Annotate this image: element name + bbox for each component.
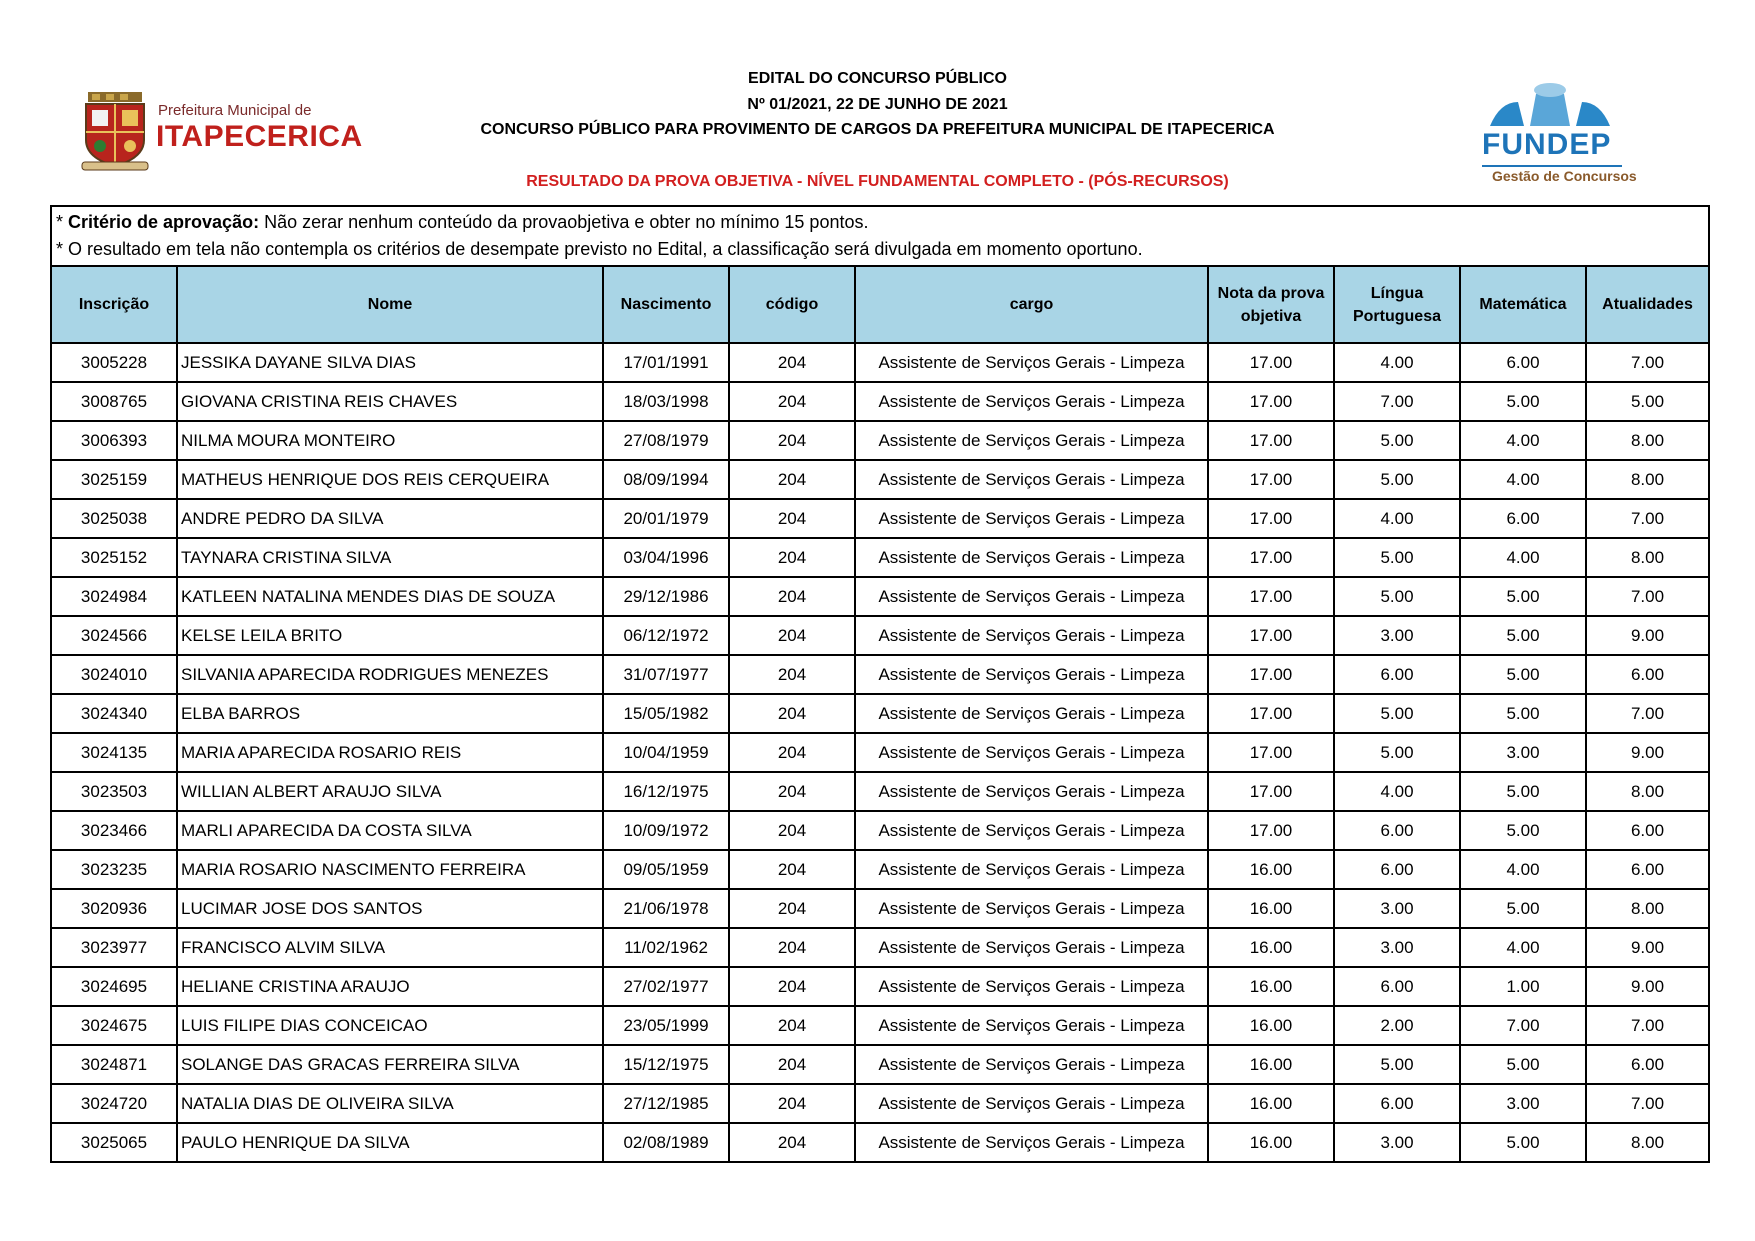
cell-matematica: 5.00	[1460, 772, 1586, 811]
cell-matematica: 5.00	[1460, 811, 1586, 850]
cell-nome: WILLIAN ALBERT ARAUJO SILVA	[177, 772, 603, 811]
cell-inscricao: 3025159	[52, 460, 177, 499]
cell-atualidades: 7.00	[1586, 1006, 1708, 1045]
cell-matematica: 5.00	[1460, 1045, 1586, 1084]
cell-inscricao: 3025152	[52, 538, 177, 577]
cell-codigo: 204	[729, 967, 855, 1006]
cell-nascimento: 09/05/1959	[603, 850, 729, 889]
column-header: Língua Portuguesa	[1334, 267, 1460, 343]
logo-line-prefeitura: Prefeitura Municipal de	[158, 102, 312, 119]
cell-lingua-portuguesa: 5.00	[1334, 577, 1460, 616]
cell-codigo: 204	[729, 850, 855, 889]
cell-lingua-portuguesa: 6.00	[1334, 967, 1460, 1006]
table-row	[52, 538, 1708, 577]
column-header: Nome	[177, 267, 603, 343]
cell-nome: ANDRE PEDRO DA SILVA	[177, 499, 603, 538]
cell-matematica: 4.00	[1460, 460, 1586, 499]
table-row	[52, 1006, 1708, 1045]
cell-nota: 17.00	[1208, 772, 1334, 811]
cell-atualidades: 8.00	[1586, 421, 1708, 460]
results-table	[52, 267, 1708, 1161]
table-row	[52, 811, 1708, 850]
table-row	[52, 928, 1708, 967]
logo-line-itapecerica: ITAPECERICA	[156, 120, 363, 153]
cell-atualidades: 5.00	[1586, 382, 1708, 421]
criteria-asterisk: *	[56, 212, 69, 232]
column-header: Atualidades	[1586, 267, 1708, 343]
column-header: Inscrição	[52, 267, 177, 343]
cell-lingua-portuguesa: 7.00	[1334, 382, 1460, 421]
cell-inscricao: 3024720	[52, 1084, 177, 1123]
cell-cargo: Assistente de Serviços Gerais - Limpeza	[855, 460, 1208, 499]
cell-codigo: 204	[729, 772, 855, 811]
cell-codigo: 204	[729, 928, 855, 967]
column-header: Matemática	[1460, 267, 1586, 343]
table-row	[52, 421, 1708, 460]
cell-nascimento: 17/01/1991	[603, 343, 729, 382]
cell-nota: 16.00	[1208, 967, 1334, 1006]
cell-nota: 17.00	[1208, 343, 1334, 382]
cell-inscricao: 3024871	[52, 1045, 177, 1084]
cell-inscricao: 3024675	[52, 1006, 177, 1045]
cell-nome: LUCIMAR JOSE DOS SANTOS	[177, 889, 603, 928]
cell-nascimento: 20/01/1979	[603, 499, 729, 538]
cell-nascimento: 27/02/1977	[603, 967, 729, 1006]
cell-codigo: 204	[729, 538, 855, 577]
cell-inscricao: 3005228	[52, 343, 177, 382]
table-row	[52, 967, 1708, 1006]
table-row	[52, 343, 1708, 382]
cell-nascimento: 27/08/1979	[603, 421, 729, 460]
cell-nascimento: 15/12/1975	[603, 1045, 729, 1084]
cell-cargo: Assistente de Serviços Gerais - Limpeza	[855, 499, 1208, 538]
cell-lingua-portuguesa: 4.00	[1334, 343, 1460, 382]
cell-nota: 16.00	[1208, 1045, 1334, 1084]
cell-codigo: 204	[729, 343, 855, 382]
cell-matematica: 4.00	[1460, 538, 1586, 577]
cell-nome: NILMA MOURA MONTEIRO	[177, 421, 603, 460]
table-row	[52, 889, 1708, 928]
cell-nascimento: 03/04/1996	[603, 538, 729, 577]
cell-codigo: 204	[729, 577, 855, 616]
table-row	[52, 499, 1708, 538]
cell-nota: 16.00	[1208, 889, 1334, 928]
cell-inscricao: 3024566	[52, 616, 177, 655]
table-row	[52, 382, 1708, 421]
cell-cargo: Assistente de Serviços Gerais - Limpeza	[855, 655, 1208, 694]
cell-matematica: 3.00	[1460, 1084, 1586, 1123]
cell-nascimento: 08/09/1994	[603, 460, 729, 499]
cell-inscricao: 3024984	[52, 577, 177, 616]
cell-nota: 16.00	[1208, 850, 1334, 889]
cell-inscricao: 3023503	[52, 772, 177, 811]
cell-inscricao: 3023977	[52, 928, 177, 967]
cell-codigo: 204	[729, 1006, 855, 1045]
cell-cargo: Assistente de Serviços Gerais - Limpeza	[855, 1084, 1208, 1123]
cell-atualidades: 7.00	[1586, 694, 1708, 733]
cell-atualidades: 6.00	[1586, 811, 1708, 850]
cell-cargo: Assistente de Serviços Gerais - Limpeza	[855, 733, 1208, 772]
cell-nota: 17.00	[1208, 694, 1334, 733]
cell-nome: FRANCISCO ALVIM SILVA	[177, 928, 603, 967]
cell-nota: 17.00	[1208, 733, 1334, 772]
cell-nascimento: 31/07/1977	[603, 655, 729, 694]
cell-lingua-portuguesa: 5.00	[1334, 538, 1460, 577]
cell-matematica: 7.00	[1460, 1006, 1586, 1045]
cell-cargo: Assistente de Serviços Gerais - Limpeza	[855, 889, 1208, 928]
fundep-brand: FUNDEP	[1482, 128, 1612, 161]
cell-matematica: 5.00	[1460, 616, 1586, 655]
cell-inscricao: 3025038	[52, 499, 177, 538]
cell-matematica: 6.00	[1460, 499, 1586, 538]
cell-codigo: 204	[729, 421, 855, 460]
cell-cargo: Assistente de Serviços Gerais - Limpeza	[855, 577, 1208, 616]
cell-lingua-portuguesa: 4.00	[1334, 499, 1460, 538]
cell-lingua-portuguesa: 4.00	[1334, 772, 1460, 811]
column-header: Nascimento	[603, 267, 729, 343]
cell-lingua-portuguesa: 3.00	[1334, 928, 1460, 967]
cell-nascimento: 06/12/1972	[603, 616, 729, 655]
cell-nascimento: 15/05/1982	[603, 694, 729, 733]
cell-nascimento: 27/12/1985	[603, 1084, 729, 1123]
cell-inscricao: 3023235	[52, 850, 177, 889]
cell-atualidades: 7.00	[1586, 1084, 1708, 1123]
cell-cargo: Assistente de Serviços Gerais - Limpeza	[855, 382, 1208, 421]
cell-matematica: 5.00	[1460, 694, 1586, 733]
cell-cargo: Assistente de Serviços Gerais - Limpeza	[855, 1123, 1208, 1161]
cell-matematica: 5.00	[1460, 1123, 1586, 1161]
cell-nome: SILVANIA APARECIDA RODRIGUES MENEZES	[177, 655, 603, 694]
cell-nota: 17.00	[1208, 421, 1334, 460]
table-row	[52, 1045, 1708, 1084]
cell-nota: 17.00	[1208, 460, 1334, 499]
table-row	[52, 1123, 1708, 1161]
cell-cargo: Assistente de Serviços Gerais - Limpeza	[855, 811, 1208, 850]
fundep-tagline: Gestão de Concursos	[1492, 168, 1637, 184]
cell-nota: 16.00	[1208, 1084, 1334, 1123]
cell-codigo: 204	[729, 811, 855, 850]
criteria-note	[56, 209, 1704, 236]
cell-matematica: 6.00	[1460, 343, 1586, 382]
cell-lingua-portuguesa: 5.00	[1334, 733, 1460, 772]
cell-codigo: 204	[729, 889, 855, 928]
cell-cargo: Assistente de Serviços Gerais - Limpeza	[855, 967, 1208, 1006]
cell-cargo: Assistente de Serviços Gerais - Limpeza	[855, 928, 1208, 967]
cell-matematica: 3.00	[1460, 733, 1586, 772]
cell-cargo: Assistente de Serviços Gerais - Limpeza	[855, 616, 1208, 655]
cell-lingua-portuguesa: 6.00	[1334, 1084, 1460, 1123]
cell-cargo: Assistente de Serviços Gerais - Limpeza	[855, 850, 1208, 889]
table-row	[52, 655, 1708, 694]
cell-inscricao: 3023466	[52, 811, 177, 850]
edital-number: Nº 01/2021, 22 DE JUNHO DE 2021	[747, 96, 1008, 113]
cell-nome: MATHEUS HENRIQUE DOS REIS CERQUEIRA	[177, 460, 603, 499]
cell-matematica: 5.00	[1460, 382, 1586, 421]
cell-atualidades: 8.00	[1586, 538, 1708, 577]
concurso-description: CONCURSO PÚBLICO PARA PROVIMENTO DE CARGOS DA PREFEITURA MUNICIPAL DE ITAPECERICA	[480, 121, 1275, 138]
cell-nota: 17.00	[1208, 811, 1334, 850]
cell-atualidades: 6.00	[1586, 850, 1708, 889]
cell-matematica: 1.00	[1460, 967, 1586, 1006]
cell-atualidades: 8.00	[1586, 1123, 1708, 1161]
cell-codigo: 204	[729, 1123, 855, 1161]
cell-nascimento: 10/04/1959	[603, 733, 729, 772]
cell-lingua-portuguesa: 5.00	[1334, 1045, 1460, 1084]
cell-nota: 17.00	[1208, 499, 1334, 538]
notes-block	[52, 207, 1708, 267]
cell-lingua-portuguesa: 5.00	[1334, 694, 1460, 733]
cell-codigo: 204	[729, 733, 855, 772]
cell-codigo: 204	[729, 1084, 855, 1123]
cell-lingua-portuguesa: 6.00	[1334, 655, 1460, 694]
cell-atualidades: 9.00	[1586, 928, 1708, 967]
cell-matematica: 4.00	[1460, 928, 1586, 967]
cell-nascimento: 23/05/1999	[603, 1006, 729, 1045]
cell-atualidades: 7.00	[1586, 343, 1708, 382]
table-row	[52, 850, 1708, 889]
cell-atualidades: 8.00	[1586, 889, 1708, 928]
result-title: RESULTADO DA PROVA OBJETIVA - NÍVEL FUNDAMENTAL COMPLETO - (PÓS-RECURSOS)	[526, 173, 1229, 190]
cell-matematica: 5.00	[1460, 577, 1586, 616]
cell-inscricao: 3024695	[52, 967, 177, 1006]
cell-inscricao: 3025065	[52, 1123, 177, 1161]
table-row	[52, 460, 1708, 499]
cell-nome: PAULO HENRIQUE DA SILVA	[177, 1123, 603, 1161]
cell-nascimento: 18/03/1998	[603, 382, 729, 421]
cell-cargo: Assistente de Serviços Gerais - Limpeza	[855, 421, 1208, 460]
cell-nome: SOLANGE DAS GRACAS FERREIRA SILVA	[177, 1045, 603, 1084]
cell-matematica: 5.00	[1460, 655, 1586, 694]
cell-lingua-portuguesa: 3.00	[1334, 1123, 1460, 1161]
criteria-label: Critério de aprovação:	[68, 212, 260, 232]
disclaimer-note: * O resultado em tela não contempla os critérios de desempate previsto no Edital, a classificação será divulgada em momento oportuno.	[56, 239, 1143, 259]
cell-codigo: 204	[729, 1045, 855, 1084]
cell-lingua-portuguesa: 5.00	[1334, 460, 1460, 499]
column-header: código	[729, 267, 855, 343]
cell-inscricao: 3006393	[52, 421, 177, 460]
cell-matematica: 4.00	[1460, 850, 1586, 889]
cell-atualidades: 8.00	[1586, 772, 1708, 811]
cell-matematica: 5.00	[1460, 889, 1586, 928]
cell-nota: 17.00	[1208, 538, 1334, 577]
cell-cargo: Assistente de Serviços Gerais - Limpeza	[855, 694, 1208, 733]
cell-nome: HELIANE CRISTINA ARAUJO	[177, 967, 603, 1006]
cell-inscricao: 3020936	[52, 889, 177, 928]
cell-cargo: Assistente de Serviços Gerais - Limpeza	[855, 772, 1208, 811]
cell-nome: GIOVANA CRISTINA REIS CHAVES	[177, 382, 603, 421]
cell-codigo: 204	[729, 694, 855, 733]
cell-inscricao: 3024340	[52, 694, 177, 733]
cell-lingua-portuguesa: 3.00	[1334, 889, 1460, 928]
table-row	[52, 616, 1708, 655]
column-header: cargo	[855, 267, 1208, 343]
table-row	[52, 1084, 1708, 1123]
cell-inscricao: 3024010	[52, 655, 177, 694]
cell-nascimento: 21/06/1978	[603, 889, 729, 928]
cell-nota: 16.00	[1208, 928, 1334, 967]
table-row	[52, 733, 1708, 772]
cell-nascimento: 10/09/1972	[603, 811, 729, 850]
cell-codigo: 204	[729, 382, 855, 421]
cell-nota: 17.00	[1208, 577, 1334, 616]
cell-lingua-portuguesa: 3.00	[1334, 616, 1460, 655]
cell-nascimento: 02/08/1989	[603, 1123, 729, 1161]
cell-codigo: 204	[729, 655, 855, 694]
cell-atualidades: 7.00	[1586, 499, 1708, 538]
table-row	[52, 772, 1708, 811]
cell-atualidades: 8.00	[1586, 460, 1708, 499]
cell-nota: 16.00	[1208, 1006, 1334, 1045]
cell-nome: MARIA APARECIDA ROSARIO REIS	[177, 733, 603, 772]
table-header-row	[52, 267, 1708, 343]
table-row	[52, 577, 1708, 616]
cell-nascimento: 29/12/1986	[603, 577, 729, 616]
cell-nascimento: 11/02/1962	[603, 928, 729, 967]
fundep-underline	[1482, 165, 1622, 167]
cell-codigo: 204	[729, 499, 855, 538]
cell-atualidades: 9.00	[1586, 733, 1708, 772]
edital-title: EDITAL DO CONCURSO PÚBLICO	[748, 70, 1007, 87]
cell-nome: LUIS FILIPE DIAS CONCEICAO	[177, 1006, 603, 1045]
cell-nome: ELBA BARROS	[177, 694, 603, 733]
cell-lingua-portuguesa: 5.00	[1334, 421, 1460, 460]
cell-atualidades: 9.00	[1586, 967, 1708, 1006]
cell-atualidades: 6.00	[1586, 1045, 1708, 1084]
cell-cargo: Assistente de Serviços Gerais - Limpeza	[855, 1045, 1208, 1084]
cell-nascimento: 16/12/1975	[603, 772, 729, 811]
cell-cargo: Assistente de Serviços Gerais - Limpeza	[855, 1006, 1208, 1045]
cell-inscricao: 3008765	[52, 382, 177, 421]
cell-nota: 17.00	[1208, 382, 1334, 421]
cell-nome: KELSE LEILA BRITO	[177, 616, 603, 655]
results-frame	[50, 205, 1710, 1163]
cell-nome: TAYNARA CRISTINA SILVA	[177, 538, 603, 577]
column-header: Nota da prova objetiva	[1208, 267, 1334, 343]
cell-nome: MARIA ROSARIO NASCIMENTO FERREIRA	[177, 850, 603, 889]
cell-cargo: Assistente de Serviços Gerais - Limpeza	[855, 538, 1208, 577]
cell-nota: 16.00	[1208, 1123, 1334, 1161]
cell-nome: JESSIKA DAYANE SILVA DIAS	[177, 343, 603, 382]
cell-matematica: 4.00	[1460, 421, 1586, 460]
cell-atualidades: 7.00	[1586, 577, 1708, 616]
cell-codigo: 204	[729, 460, 855, 499]
cell-nome: KATLEEN NATALINA MENDES DIAS DE SOUZA	[177, 577, 603, 616]
cell-nome: NATALIA DIAS DE OLIVEIRA SILVA	[177, 1084, 603, 1123]
cell-codigo: 204	[729, 616, 855, 655]
cell-lingua-portuguesa: 2.00	[1334, 1006, 1460, 1045]
cell-inscricao: 3024135	[52, 733, 177, 772]
cell-nota: 17.00	[1208, 616, 1334, 655]
cell-nota: 17.00	[1208, 655, 1334, 694]
cell-lingua-portuguesa: 6.00	[1334, 850, 1460, 889]
cell-atualidades: 6.00	[1586, 655, 1708, 694]
cell-nome: MARLI APARECIDA DA COSTA SILVA	[177, 811, 603, 850]
cell-atualidades: 9.00	[1586, 616, 1708, 655]
cell-cargo: Assistente de Serviços Gerais - Limpeza	[855, 343, 1208, 382]
table-row	[52, 694, 1708, 733]
cell-lingua-portuguesa: 6.00	[1334, 811, 1460, 850]
criteria-text: Não zerar nenhum conteúdo da provaobjetiva e obter no mínimo 15 pontos.	[264, 212, 869, 232]
